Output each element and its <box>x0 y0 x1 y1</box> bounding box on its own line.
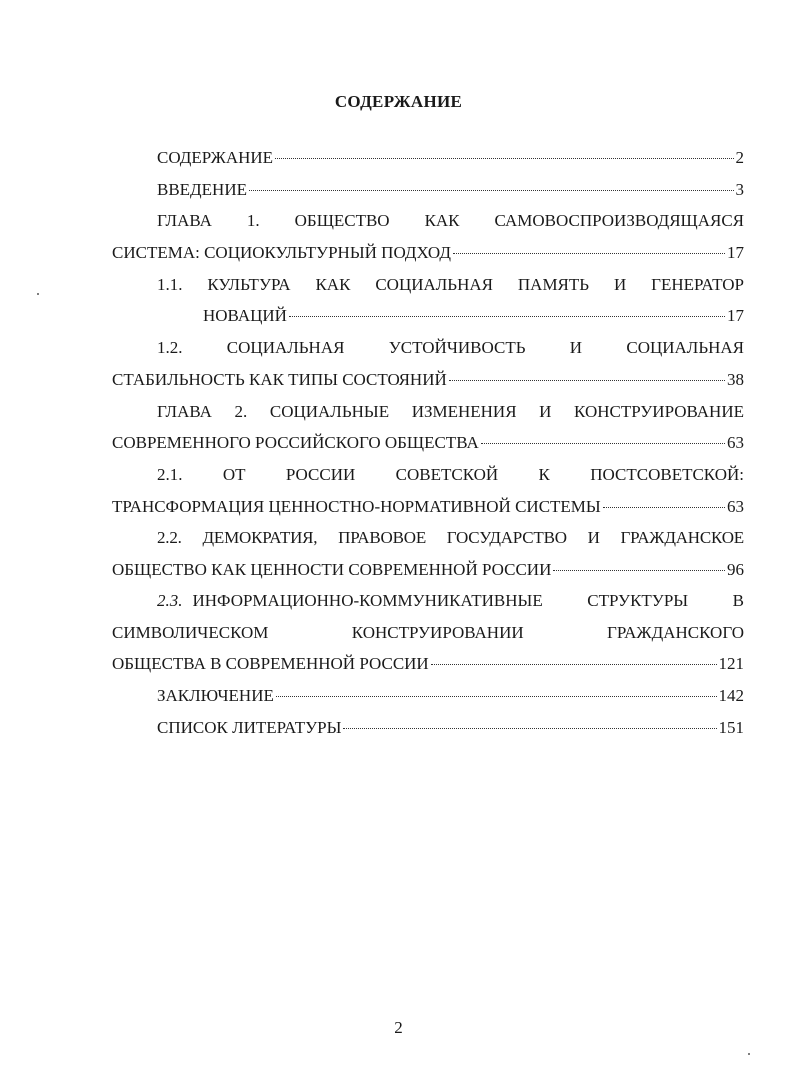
toc-entry-text: 1.2. СОЦИАЛЬНАЯ УСТОЙЧИВОСТЬ И СОЦИАЛЬНАЯ <box>157 338 744 357</box>
toc-page-number: 151 <box>718 718 744 737</box>
toc-entry-2-2-line2[interactable] <box>112 558 744 582</box>
dot-leader <box>449 380 725 381</box>
toc-entry-2-1-line1[interactable] <box>157 463 744 487</box>
toc-entry-text: 2.1. ОТ РОССИИ СОВЕТСКОЙ К ПОСТСОВЕТСКОЙ: <box>157 465 744 484</box>
dot-leader <box>275 158 733 159</box>
scan-speck <box>748 1053 750 1055</box>
toc-entry-text: СОВРЕМЕННОГО РОССИЙСКОГО ОБЩЕСТВА <box>112 433 479 452</box>
toc-entry-text: 2.2. ДЕМОКРАТИЯ, ПРАВОВОЕ ГОСУДАРСТВО И ГРАЖДАНСКОЕ <box>157 528 744 547</box>
toc-entry-2-2-line1[interactable] <box>157 526 744 550</box>
dot-leader <box>343 728 716 729</box>
dot-leader <box>431 664 717 665</box>
toc-entry-2-3-line1[interactable] <box>157 589 744 613</box>
toc-entry-text: СТАБИЛЬНОСТЬ КАК ТИПЫ СОСТОЯНИЙ <box>112 370 447 389</box>
toc-entry-text: ГЛАВА 1. ОБЩЕСТВО КАК САМОВОСПРОИЗВОДЯЩАЯСЯ <box>157 211 744 230</box>
toc-entry-text: 1.1. КУЛЬТУРА КАК СОЦИАЛЬНАЯ ПАМЯТЬ И ГЕНЕРАТОР <box>157 275 744 294</box>
scan-speck <box>37 293 39 295</box>
dot-leader <box>553 570 725 571</box>
toc-entry-text: СПИСОК ЛИТЕРАТУРЫ <box>157 718 342 737</box>
dot-leader <box>603 507 725 508</box>
toc-page-number: 17 <box>727 243 744 262</box>
toc-entry-bibliography[interactable] <box>157 716 744 740</box>
toc-page-number: 142 <box>718 686 744 705</box>
dot-leader <box>453 253 725 254</box>
toc-entry-text: ВВЕДЕНИЕ <box>157 180 247 199</box>
toc-page-number: 17 <box>727 306 744 325</box>
toc-entry-text: ОБЩЕСТВА В СОВРЕМЕННОЙ РОССИИ <box>112 654 429 673</box>
toc-page-number: 38 <box>727 370 744 389</box>
toc-page-number: 63 <box>727 433 744 452</box>
toc-page-number: 96 <box>727 560 744 579</box>
toc-entry-2-3-line3[interactable] <box>112 652 744 676</box>
toc-page-number: 121 <box>718 654 744 673</box>
toc-entry-text: ГЛАВА 2. СОЦИАЛЬНЫЕ ИЗМЕНЕНИЯ И КОНСТРУИРОВАНИЕ <box>157 402 744 421</box>
dot-leader <box>276 696 717 697</box>
toc-entry-conclusion[interactable] <box>157 684 744 708</box>
toc-entry-1-1-line2[interactable] <box>203 304 744 328</box>
toc-entry-1-2-line1[interactable] <box>157 336 744 360</box>
toc-entry-text: ЗАКЛЮЧЕНИЕ <box>157 686 274 705</box>
toc-entry-contents[interactable] <box>157 146 744 170</box>
toc-page-number: 63 <box>727 497 744 516</box>
toc-entry-chapter1-line1[interactable] <box>157 209 744 233</box>
page-number: 2 <box>394 1018 403 1037</box>
toc-page-number: 3 <box>735 180 744 199</box>
toc-entry-1-2-line2[interactable] <box>112 368 744 392</box>
dot-leader <box>249 190 734 191</box>
dot-leader <box>289 316 725 317</box>
page-title: СОДЕРЖАНИЕ <box>334 92 463 111</box>
toc-entry-text: СИМВОЛИЧЕСКОМ КОНСТРУИРОВАНИИ ГРАЖДАНСКОГО <box>112 623 744 642</box>
toc-entry-1-1-line1[interactable] <box>157 273 744 297</box>
toc-entry-number: 2.3. <box>157 591 183 610</box>
toc-entry-introduction[interactable] <box>157 178 744 202</box>
toc-entry-chapter1-line2[interactable] <box>112 241 744 265</box>
toc-entry-text: ТРАНСФОРМАЦИЯ ЦЕННОСТНО-НОРМАТИВНОЙ СИСТЕМЫ <box>112 497 601 516</box>
toc-entry-chapter2-line2[interactable] <box>112 431 744 455</box>
toc-entry-text: НОВАЦИЙ <box>203 306 287 325</box>
toc-entry-text: ОБЩЕСТВО КАК ЦЕННОСТИ СОВРЕМЕННОЙ РОССИИ <box>112 560 552 579</box>
dot-leader <box>481 443 725 444</box>
toc-entry-text: СИСТЕМА: СОЦИОКУЛЬТУРНЫЙ ПОДХОД <box>112 243 451 262</box>
toc-entry-chapter2-line1[interactable] <box>157 400 744 424</box>
toc-entry-text: ИНФОРМАЦИОННО-КОММУНИКАТИВНЫЕ СТРУКТУРЫ В <box>192 591 744 610</box>
toc-entry-text: СОДЕРЖАНИЕ <box>157 148 274 167</box>
toc-entry-2-1-line2[interactable] <box>112 495 744 519</box>
toc-entry-2-3-line2[interactable] <box>112 621 744 645</box>
toc-page-number: 2 <box>735 148 744 167</box>
